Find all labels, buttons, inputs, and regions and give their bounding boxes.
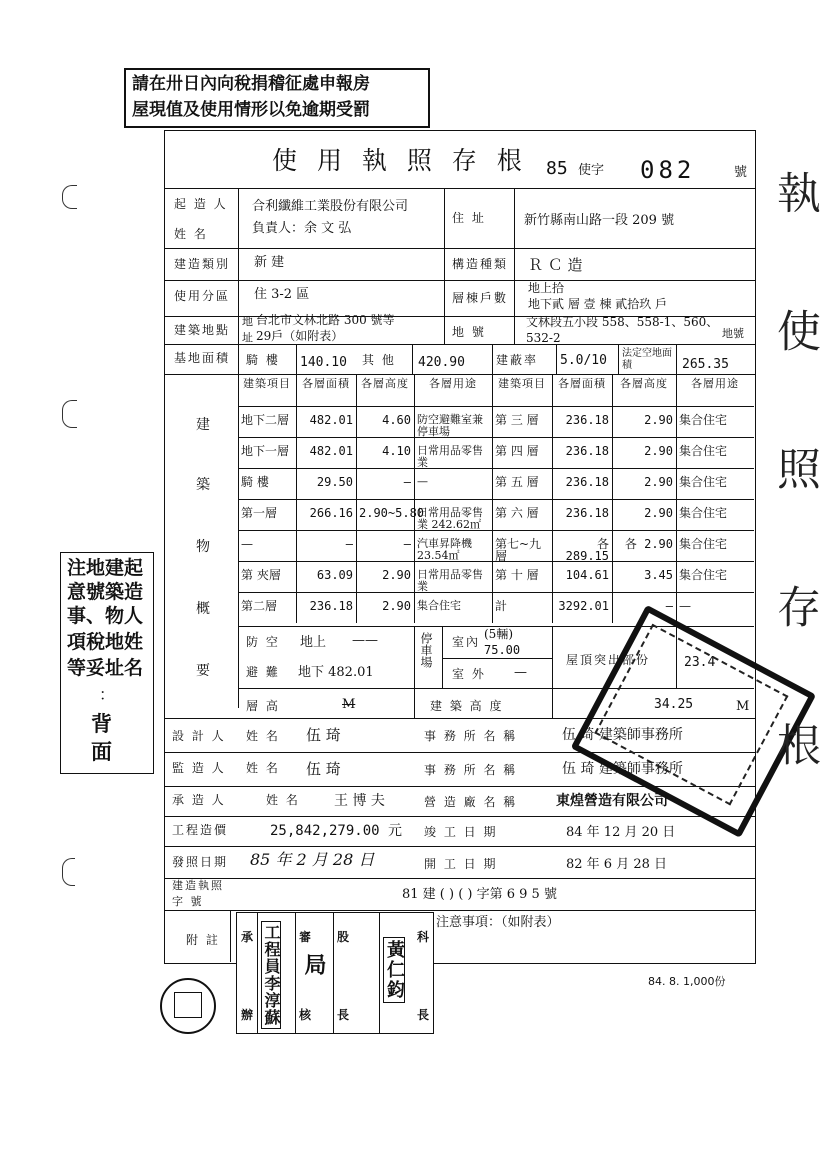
table-cell: 集合住宅: [679, 444, 728, 458]
rule: [238, 188, 239, 708]
designer-name: 伍 琦: [306, 726, 341, 744]
table-cell: 第 十 層: [495, 568, 539, 582]
sig-col-label: 長: [337, 1008, 350, 1022]
print-note: 84. 8. 1,000份: [648, 975, 726, 988]
table-cell: 2.90~5.80: [359, 506, 425, 520]
owner-label: 起 造 人: [174, 197, 228, 211]
punch-hole-mark: [62, 400, 77, 428]
lot-value-2: 532-2: [526, 331, 561, 345]
table-cell: 236.18: [309, 599, 353, 613]
lot-value-1: 文林段五小段 558、558-1、560、: [526, 315, 719, 329]
table-cell: 第 六 層: [495, 506, 539, 520]
table-cell: 第 四 層: [495, 444, 539, 458]
table-cell: 集合住宅: [679, 506, 728, 520]
table-cell: 集合住宅: [679, 413, 728, 427]
rule: [556, 344, 557, 374]
rule: [165, 248, 755, 249]
side-notice-line: 注地建起: [67, 557, 144, 579]
rule: [165, 344, 755, 345]
table-header: 各層面積: [302, 377, 350, 390]
building-side-label: 建: [196, 417, 212, 433]
remarks-note: 注意事項：（如附表）: [436, 915, 560, 930]
table-cell: 3292.01: [558, 599, 609, 613]
rule: [444, 188, 445, 316]
rule: [442, 626, 443, 688]
punch-hole-mark: [62, 858, 75, 886]
rule: [442, 658, 552, 659]
other-label: 其 他: [362, 353, 396, 367]
officer-stamp: 工程員李淳蘇: [261, 921, 281, 1029]
notice-stamp-line2: 屋現值及使用情形以免逾期受罰: [132, 100, 370, 120]
floors-above: 地上拾: [528, 281, 565, 295]
year-number: 85: [546, 158, 568, 179]
build-permit-number: 81 建 ( ) ( ) 字第 6 9 5 號: [402, 887, 557, 902]
sig-col-label: 審: [299, 930, 312, 944]
supervisor-label: 監 造 人: [172, 761, 226, 775]
site-address-2: 29戶（如附表）: [256, 329, 344, 343]
table-cell: 4.60: [382, 413, 411, 427]
site-area-label: 基地面積: [174, 351, 231, 365]
floor-height-label: 層 高: [246, 699, 280, 713]
table-cell: 第 夾層: [241, 568, 281, 582]
rule: [676, 344, 677, 374]
table-cell: 2.90: [382, 599, 411, 613]
table-cell: —: [403, 537, 411, 551]
rule: [238, 592, 754, 593]
table-cell: 236.18: [565, 413, 609, 427]
roof-value: 23.4: [684, 655, 716, 670]
floors-below: 地下貳 層 壹 棟 貳拾玖 戶: [528, 297, 668, 311]
rule: [257, 913, 258, 1033]
issue-date-label: 發照日期: [172, 855, 229, 869]
other-area: 420.90: [418, 355, 465, 370]
sig-col-label: 科: [417, 930, 430, 944]
table-cell: 日常用品零售業: [417, 568, 483, 593]
table-cell: 日常用品零售業 242.62㎡: [417, 506, 483, 531]
owner-address-label: 住 址: [452, 211, 486, 225]
rule: [414, 626, 415, 688]
table-header: 各層高度: [361, 377, 409, 390]
building-height-label: 建 築 高 度: [430, 699, 504, 713]
table-cell: 地下二層: [241, 413, 290, 427]
rule: [492, 344, 493, 374]
site-prefix-2: 址: [242, 331, 253, 344]
rule: [165, 878, 755, 879]
table-cell: 482.01: [309, 444, 353, 458]
outdoor-label: 室 外: [452, 667, 486, 681]
notice-stamp-line1: 請在卅日內向稅捐稽征處申報房: [132, 74, 370, 94]
shelter-above: 地上: [300, 635, 327, 650]
site-label: 建築地點: [174, 323, 231, 337]
sig-col-label: 辦: [241, 1008, 254, 1022]
table-cell: 騎 樓: [241, 475, 269, 489]
right-edge-text: 執 使 照 存 根: [769, 170, 820, 806]
shelter-label: 防 空: [246, 635, 280, 649]
rule: [238, 406, 754, 407]
indoor-area: 75.00: [484, 643, 521, 657]
completion-date-label: 竣 工 日 期: [424, 825, 498, 839]
table-header: 各層用途: [691, 377, 739, 390]
roof-label: 屋頂突出部份: [566, 653, 651, 667]
supervisor-name-label: 姓 名: [246, 761, 280, 775]
table-cell: —: [241, 537, 253, 551]
completion-date: 84 年 12 月 20 日: [566, 825, 676, 840]
site-prefix: 地: [242, 315, 253, 328]
building-side-label: 要: [196, 663, 212, 679]
rule: [238, 437, 754, 438]
table-cell: 2.90: [644, 475, 673, 489]
rule: [238, 561, 754, 562]
site-address-1: 台北市文林北路 300 號等: [256, 313, 395, 327]
table-cell: 3.45: [644, 568, 673, 582]
floors-label: 層棟戶數: [452, 291, 509, 305]
build-type-value: 新 建: [254, 255, 285, 270]
permit-suffix: 號: [734, 165, 748, 180]
owner-rep: 負責人：余 文 弘: [252, 221, 352, 236]
table-cell: —: [403, 475, 411, 489]
table-cell: 第 五 層: [495, 475, 539, 489]
rule: [514, 188, 515, 316]
table-header: 建築項目: [243, 377, 291, 390]
bureau-stamp: 局: [301, 953, 327, 977]
table-cell: 第七~九層: [495, 537, 542, 563]
outdoor-dash: —: [514, 665, 527, 680]
build-permit-label: 建造執照: [172, 879, 224, 892]
parking-label: 停車場: [419, 632, 433, 668]
contractor-office: 東煌營造有限公司: [556, 793, 668, 809]
permit-word: 使字: [578, 163, 605, 178]
building-side-label: 築: [196, 477, 212, 493]
cost-label: 工程造價: [172, 823, 229, 837]
table-cell: 236.18: [565, 506, 609, 520]
sig-col-label: 核: [299, 1008, 312, 1022]
table-cell: 集合住宅: [417, 599, 461, 612]
rule: [230, 910, 231, 962]
table-cell: 236.18: [565, 444, 609, 458]
rule: [333, 913, 334, 1033]
table-cell: 2.90: [644, 444, 673, 458]
side-notice-line: 事、物人: [67, 605, 144, 627]
rule: [238, 468, 754, 469]
permit-number: 082: [640, 156, 696, 184]
evac-value: 地下 482.01: [298, 665, 374, 680]
table-cell: 2.90: [644, 506, 673, 520]
table-cell: —: [345, 537, 353, 551]
side-notice-back: 背: [91, 711, 112, 736]
rule: [165, 188, 755, 189]
sig-col-label: 承: [241, 930, 254, 944]
chief-stamp: 黃仁鈞: [383, 937, 405, 1003]
punch-hole-mark: [62, 185, 77, 209]
table-cell: —: [417, 475, 428, 488]
cost-value: 25,842,279.00 元: [270, 823, 403, 839]
circular-seal-icon: [160, 978, 216, 1034]
table-cell: 266.16: [309, 506, 353, 520]
indoor-label: 室內: [452, 635, 481, 649]
form-title: 使 用 執 照 存 根: [272, 146, 528, 175]
rule: [379, 913, 380, 1033]
table-cell: —: [679, 599, 691, 613]
owner-company: 合利纖維工業股份有限公司: [252, 199, 409, 214]
designer-office-label: 事 務 所 名 稱: [424, 729, 518, 743]
table-cell: 汽車昇降機 23.54㎡: [417, 537, 472, 562]
build-permit-label-2: 字 號: [172, 895, 204, 908]
floor-height-value: M: [342, 697, 356, 712]
legal-open-label: 法定空地面積: [622, 348, 672, 371]
designer-name-label: 姓 名: [246, 729, 280, 743]
building-height-value: 34.25: [654, 697, 694, 712]
table-cell: 第 三 層: [495, 413, 539, 427]
remarks-label: 附 註: [186, 933, 220, 947]
table-cell: 地下一層: [241, 444, 290, 458]
table-header: 各層高度: [620, 377, 668, 390]
legal-open-area: 265.35: [682, 357, 729, 372]
table-header: 各層用途: [429, 377, 477, 390]
owner-label-2: 姓 名: [174, 227, 208, 241]
table-cell: 4.10: [382, 444, 411, 458]
building-side-label: 物: [196, 539, 212, 555]
sig-col-label: 長: [417, 1008, 430, 1022]
notice-stamp: [124, 68, 430, 128]
side-notice-line: 項稅地姓: [67, 631, 144, 653]
coverage-ratio: 5.0/10: [560, 353, 607, 368]
table-cell: 防空避難室兼停車場: [417, 413, 483, 438]
signature-block: [236, 912, 434, 1034]
ratio-label: 建蔽率: [496, 353, 539, 367]
lot-suffix: 地號: [722, 327, 744, 340]
rule: [165, 280, 755, 281]
indoor-count: (5輛): [484, 627, 513, 641]
rule: [414, 688, 415, 718]
table-cell: 236.18: [565, 475, 609, 489]
rule: [444, 316, 445, 344]
rule: [238, 499, 754, 500]
side-notice-line: 意號築造: [67, 581, 144, 603]
sig-col-label: 股: [337, 930, 350, 944]
rule: [296, 344, 297, 374]
zone-value: 住 3-2 區: [254, 287, 310, 302]
shelter-dash: ——: [352, 633, 378, 648]
contractor-name-label: 姓 名: [266, 793, 300, 807]
rule: [412, 344, 413, 374]
start-date: 82 年 6 月 28 日: [566, 857, 668, 872]
rule: [514, 316, 515, 344]
arcade-label: 騎 樓: [246, 353, 280, 367]
table-cell: 482.01: [309, 413, 353, 427]
table-cell: 29.50: [316, 475, 353, 489]
contractor-name: 王 博 夫: [334, 793, 385, 809]
supervisor-name: 伍 琦: [306, 760, 341, 778]
rule: [165, 816, 755, 817]
side-notice-colon: ：: [99, 685, 116, 704]
designer-office: 伍 琦 建築師事務所: [562, 727, 683, 743]
table-cell: 日常用品零售業: [417, 444, 483, 469]
table-cell: 集合住宅: [679, 537, 728, 551]
table-cell: 計: [495, 599, 508, 613]
supervisor-office: 伍 琦 建築師事務所: [562, 761, 683, 777]
rule: [552, 626, 553, 688]
building-height-unit: M: [736, 699, 750, 714]
contractor-office-label: 營 造 廠 名 稱: [424, 795, 518, 809]
lot-label: 地 號: [452, 325, 486, 339]
table-cell: 集合住宅: [679, 568, 728, 582]
table-cell: —: [665, 599, 673, 613]
side-notice-face: 面: [91, 739, 112, 764]
side-notice: [60, 552, 154, 774]
rule: [165, 846, 755, 847]
owner-address: 新竹縣南山路一段 209 號: [524, 213, 675, 228]
table-header: 建築項目: [498, 377, 546, 390]
start-date-label: 開 工 日 期: [424, 857, 498, 871]
table-cell: 2.90: [382, 568, 411, 582]
table-cell: 第二層: [241, 599, 278, 613]
table-cell: 各 2.90: [624, 537, 673, 551]
contractor-label: 承 造 人: [172, 793, 226, 807]
table-cell: 104.61: [565, 568, 609, 582]
table-cell: 各 289.15: [565, 537, 609, 563]
table-cell: 第一層: [241, 506, 278, 520]
structure-value: Ｒ Ｃ 造: [528, 256, 583, 274]
arcade-area: 140.10: [300, 355, 347, 370]
structure-label: 構造種類: [452, 257, 509, 271]
designer-label: 設 計 人: [172, 729, 226, 743]
rule: [552, 688, 553, 718]
rule: [238, 530, 754, 531]
evac-label: 避 難: [246, 665, 280, 679]
zone-label: 使用分區: [174, 289, 231, 303]
issue-date: 85 年 2 月 28 日: [250, 850, 375, 869]
table-cell: 集合住宅: [679, 475, 728, 489]
rule: [295, 913, 296, 1033]
table-cell: 63.09: [316, 568, 353, 582]
supervisor-office-label: 事 務 所 名 稱: [424, 763, 518, 777]
rule: [165, 374, 755, 375]
table-header: 各層面積: [558, 377, 606, 390]
rule: [618, 344, 619, 374]
rule: [165, 910, 755, 911]
table-cell: 2.90: [644, 413, 673, 427]
side-notice-line: 等妥址名: [67, 657, 144, 679]
build-type-label: 建造類別: [174, 257, 231, 271]
building-side-label: 概: [196, 601, 212, 617]
